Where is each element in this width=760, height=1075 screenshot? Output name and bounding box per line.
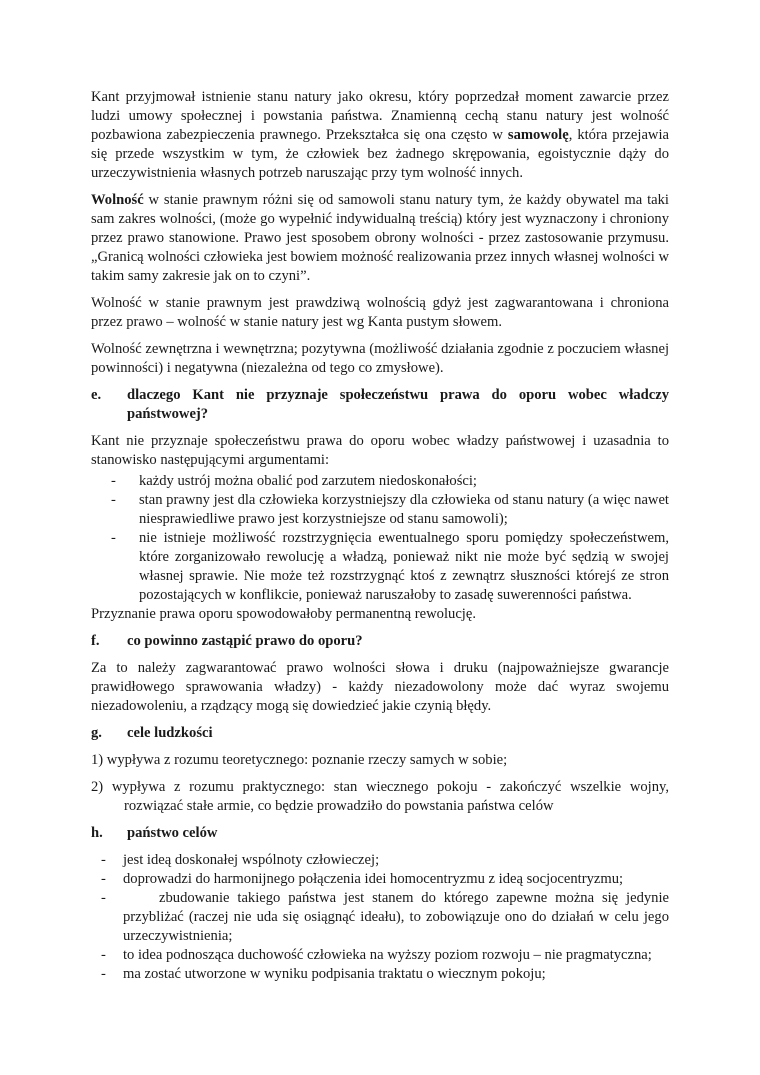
dash-bullet: - — [101, 947, 106, 963]
paragraph-state-of-nature: Kant przyjmował istnienie stanu natury jako okresu, który poprzedzał moment zawarcie przez ludzi umowy społecznej i powstania państwa. Znamienną cechą stanu natury jest wolność pozbawiona zabezpieczenia prawnego. Przekształca się ona często w samowolę, która przejawia się przede wszystkim w tym, że człowiek bez żadnego skrępowania, egoistycznie dąży do urzeczywistnienia własnych potrzeb naruszając przy tym wolność innych. — [91, 89, 669, 181]
heading-title: dlaczego Kant nie przyznaje społeczeństwu prawa do oporu wobec władczy państwowej? — [127, 387, 669, 422]
dash-bullet: - — [101, 966, 106, 982]
paragraph-f-text: Za to należy zagwarantować prawo wolności słowa i druku (najpoważniejsze gwarancje prawidłowego sprawowania władzy) - każdy niezadowolony może dać wyraz swojemu niezadowoleniu, a rządzący mogą się dowiedzieć jakie czynią błędy. — [91, 660, 669, 714]
heading-title: cele ludzkości — [127, 725, 213, 741]
heading-h — [91, 824, 669, 843]
dash-bullet: - — [111, 492, 116, 508]
heading-title: państwo celów — [127, 825, 218, 841]
paragraph-e-conclusion: Przyznanie prawa oporu spowodowałoby permanentną rewolucję. — [91, 606, 476, 622]
numbered-item: 1) wypływa z rozumu teoretycznego: poznanie rzeczy samych w sobie; — [91, 752, 508, 768]
list-item: - nie istnieje możliwość rozstrzygnięcia ewentualnego sporu pomiędzy społeczeństwem, które zorganizowało rewolucję a władzą, ponieważ nikt nie może być sędzią w swojej własnej sprawie. Nie może też rozstrzygnąć ktoś z zewnątrz słuszności którejś ze stron pozostających w konflikcie, ponieważ naruszałoby to zasadę suwerenności państwa. — [91, 529, 669, 605]
heading-label: h. — [91, 825, 103, 841]
heading-e — [91, 386, 669, 424]
heading-label: f. — [91, 633, 100, 649]
document-page — [91, 88, 669, 984]
paragraph-freedom-types: Wolność zewnętrzna i wewnętrzna; pozytywna (możliwość działania zgodnie z poczuciem własnej powinności) i negatywna (niezależna od tego co zmysłowe). — [91, 341, 669, 376]
list-item: - zbudowanie takiego państwa jest stanem do którego zapewne można się jedynie przybliżać (raczej nie uda się osiągnąć ideału), to zobowiązuje ono do działań w celu jego urzeczywistnienia; — [91, 889, 669, 946]
bold-term-samowola: samowolę — [507, 127, 569, 143]
list-item: - stan prawny jest dla człowieka korzystniejszy dla człowieka od stanu natury (a więc nawet niesprawiedliwe prawo jest korzystniejsze od stanu samowoli); — [91, 491, 669, 529]
list-item: - jest ideą doskonałej wspólnoty człowieczej; — [91, 851, 669, 870]
list-item: - ma zostać utworzone w wyniku podpisania traktatu o wiecznym pokoju; — [91, 965, 669, 984]
paragraph-freedom: Wolność w stanie prawnym różni się od samowoli stanu natury tym, że każdy obywatel ma taki sam zakres wolności, (może go wypełnić indywidualną treścią) który jest wyznaczony i chroniony przez prawo stanowione. Prawo jest sposobem obrony wolności - przez zastosowanie przymusu. „Granicą wolności człowieka jest bowiem możność realizowania przez innych własnej wolności w takim samy zakresie jak on to czyni”. — [91, 192, 669, 284]
list-h-features — [91, 851, 669, 984]
heading-title: co powinno zastąpić prawo do oporu? — [127, 633, 363, 649]
dash-bullet: - — [101, 871, 106, 887]
heading-label: e. — [91, 387, 102, 403]
dash-bullet: - — [111, 530, 116, 546]
paragraph-true-freedom: Wolność w stanie prawnym jest prawdziwą wolnością gdyż jest zagwarantowana i chroniona przez prawo – wolność w stanie natury jest wg Kanta pustym słowem. — [91, 295, 669, 330]
paragraph-e-intro: Kant nie przyznaje społeczeństwu prawa do oporu wobec władzy państwowej i uzasadnia to stanowisko następującymi argumentami: — [91, 433, 669, 468]
dash-bullet: - — [111, 473, 116, 489]
list-item: - doprowadzi do harmonijnego połączenia idei homocentryzmu z ideą socjocentryzmu; — [91, 870, 669, 889]
heading-label: g. — [91, 725, 102, 741]
heading-f — [91, 632, 669, 651]
list-item: - każdy ustrój można obalić pod zarzutem niedoskonałości; — [91, 472, 669, 491]
dash-bullet: - — [101, 852, 106, 868]
numbered-item: 2) wypływa z rozumu praktycznego: stan wiecznego pokoju - zakończyć wszelkie wojny, rozwiązać stałe armie, co będzie prowadziło do powstania państwa celów — [91, 779, 669, 814]
dash-bullet: - — [101, 890, 106, 906]
list-item: - to idea podnosząca duchowość człowieka na wyższy poziom rozwoju – nie pragmatyczna; — [91, 946, 669, 965]
list-e-arguments — [91, 472, 669, 605]
bold-term-wolnosc: Wolność — [91, 192, 144, 208]
heading-g — [91, 724, 669, 743]
